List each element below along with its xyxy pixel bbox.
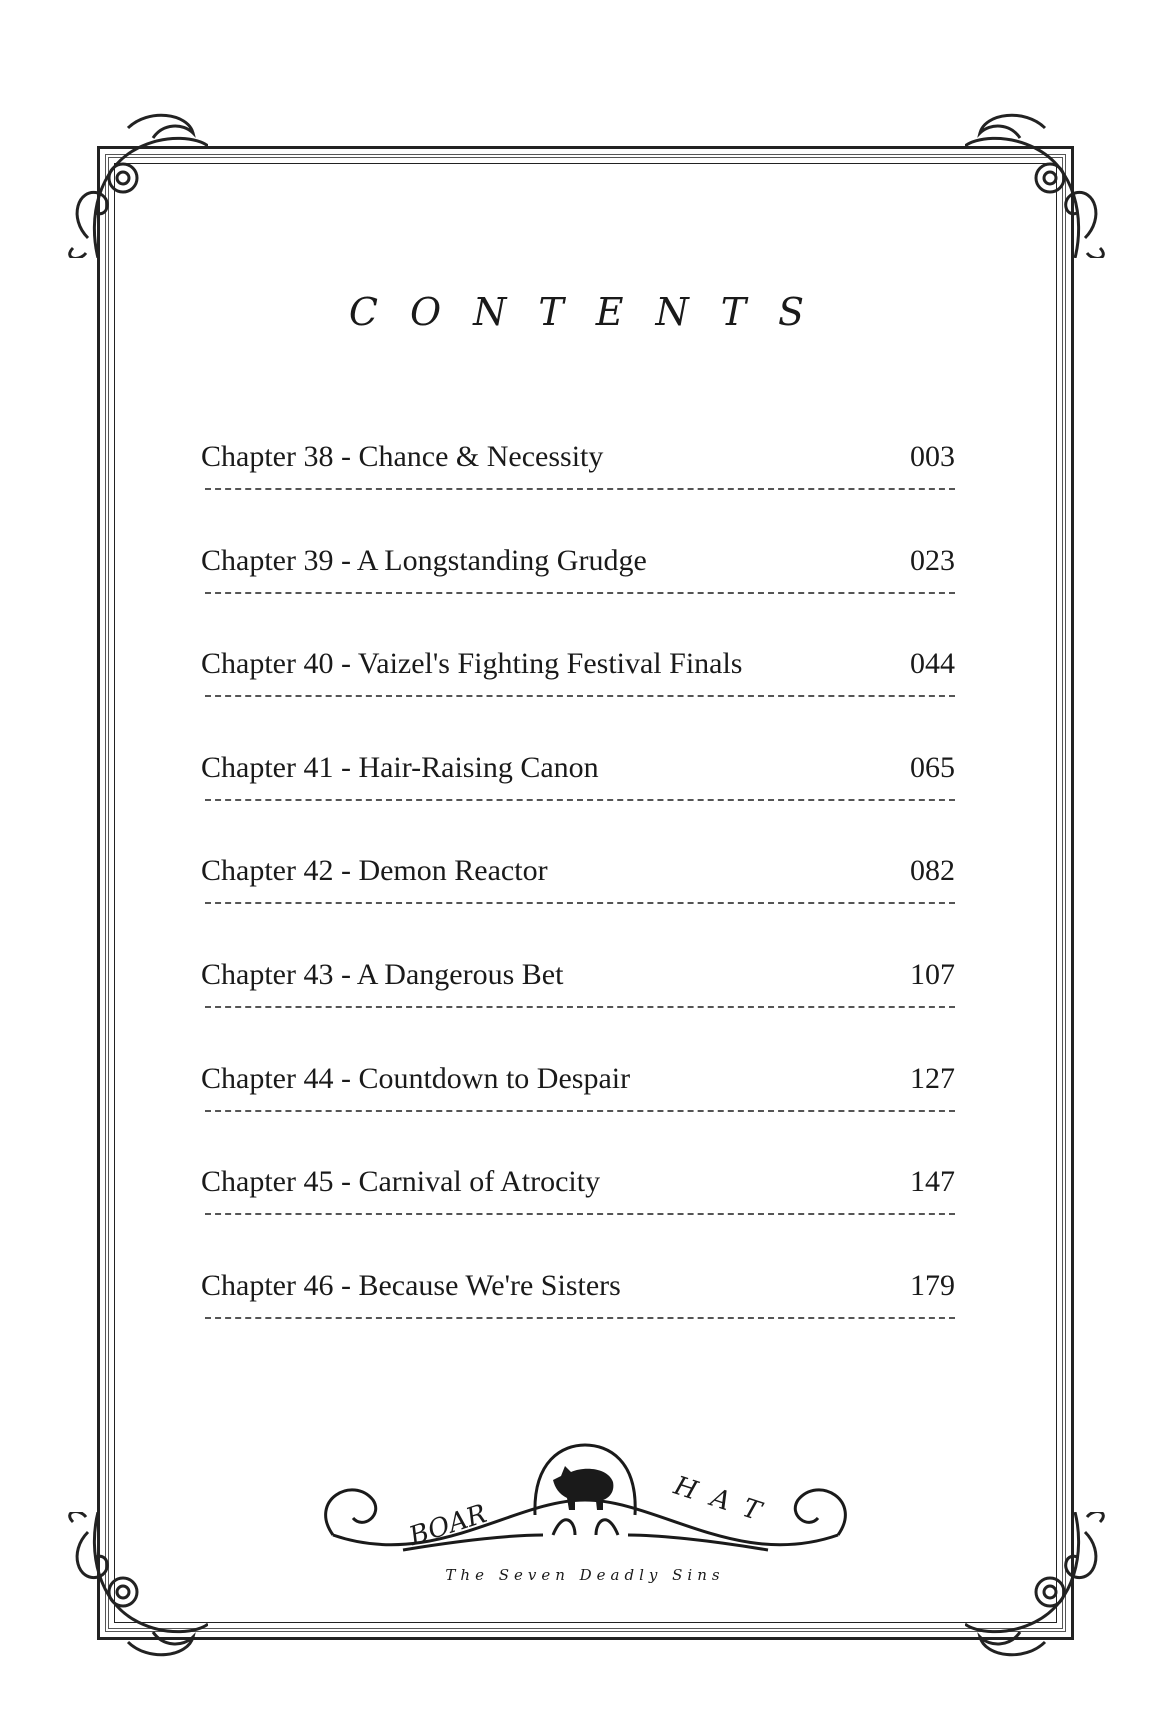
page-number: 147 (910, 1165, 955, 1199)
dotted-leader (205, 799, 955, 801)
toc-entry (201, 958, 955, 1062)
page-number: 082 (910, 854, 955, 888)
corner-ornament (965, 1512, 1115, 1662)
dotted-leader (205, 1213, 955, 1215)
dotted-leader (205, 1006, 955, 1008)
chapter-title: Chapter 38 - Chance & Necessity (201, 440, 604, 473)
dotted-leader (205, 902, 955, 904)
chapter-title: Chapter 46 - Because We're Sisters (201, 1268, 621, 1302)
chapter-title: Chapter 45 - Carnival of Atrocity (201, 1165, 601, 1199)
dotted-leader (205, 1317, 955, 1319)
chapter-title: Chapter 41 - Hair-Raising Canon (201, 750, 599, 784)
dotted-leader (205, 592, 955, 594)
chapter-title: Chapter 40 - Vaizel's Fighting Festival Finals (201, 647, 743, 681)
toc-entry (201, 1062, 955, 1166)
chapter-title: Chapter 42 - Demon Reactor (201, 854, 548, 888)
page-number: 003 (910, 440, 955, 473)
toc-entry (201, 647, 955, 751)
table-of-contents (201, 440, 955, 1372)
page-title: CONTENTS (348, 290, 837, 334)
boar-hat-logo (313, 1440, 858, 1590)
dotted-leader (205, 695, 955, 697)
chapter-title: Chapter 43 - A Dangerous Bet (201, 957, 564, 991)
page-number: 127 (910, 1061, 955, 1095)
corner-ornament (58, 108, 208, 258)
toc-entry (201, 440, 955, 544)
logo-subtitle: The Seven Deadly Sins (445, 1566, 725, 1584)
page-number: 107 (910, 957, 955, 991)
logo-boar-text: BOAR (405, 1498, 491, 1552)
page-number: 179 (910, 1268, 955, 1302)
page-number: 065 (910, 750, 955, 784)
corner-ornament (965, 108, 1115, 258)
chapter-title: Chapter 39 - A Longstanding Grudge (201, 543, 647, 577)
chapter-title: Chapter 44 - Countdown to Despair (201, 1061, 631, 1095)
toc-entry (201, 854, 955, 958)
toc-entry (201, 544, 955, 648)
dotted-leader (205, 1110, 955, 1112)
logo-hat-text: HAT (670, 1470, 780, 1532)
corner-ornament (58, 1512, 208, 1662)
toc-entry (201, 1165, 955, 1269)
toc-entry (201, 1269, 955, 1373)
dotted-leader (205, 488, 955, 490)
toc-entry (201, 751, 955, 855)
page-number: 044 (910, 647, 955, 681)
page-number: 023 (910, 543, 955, 577)
